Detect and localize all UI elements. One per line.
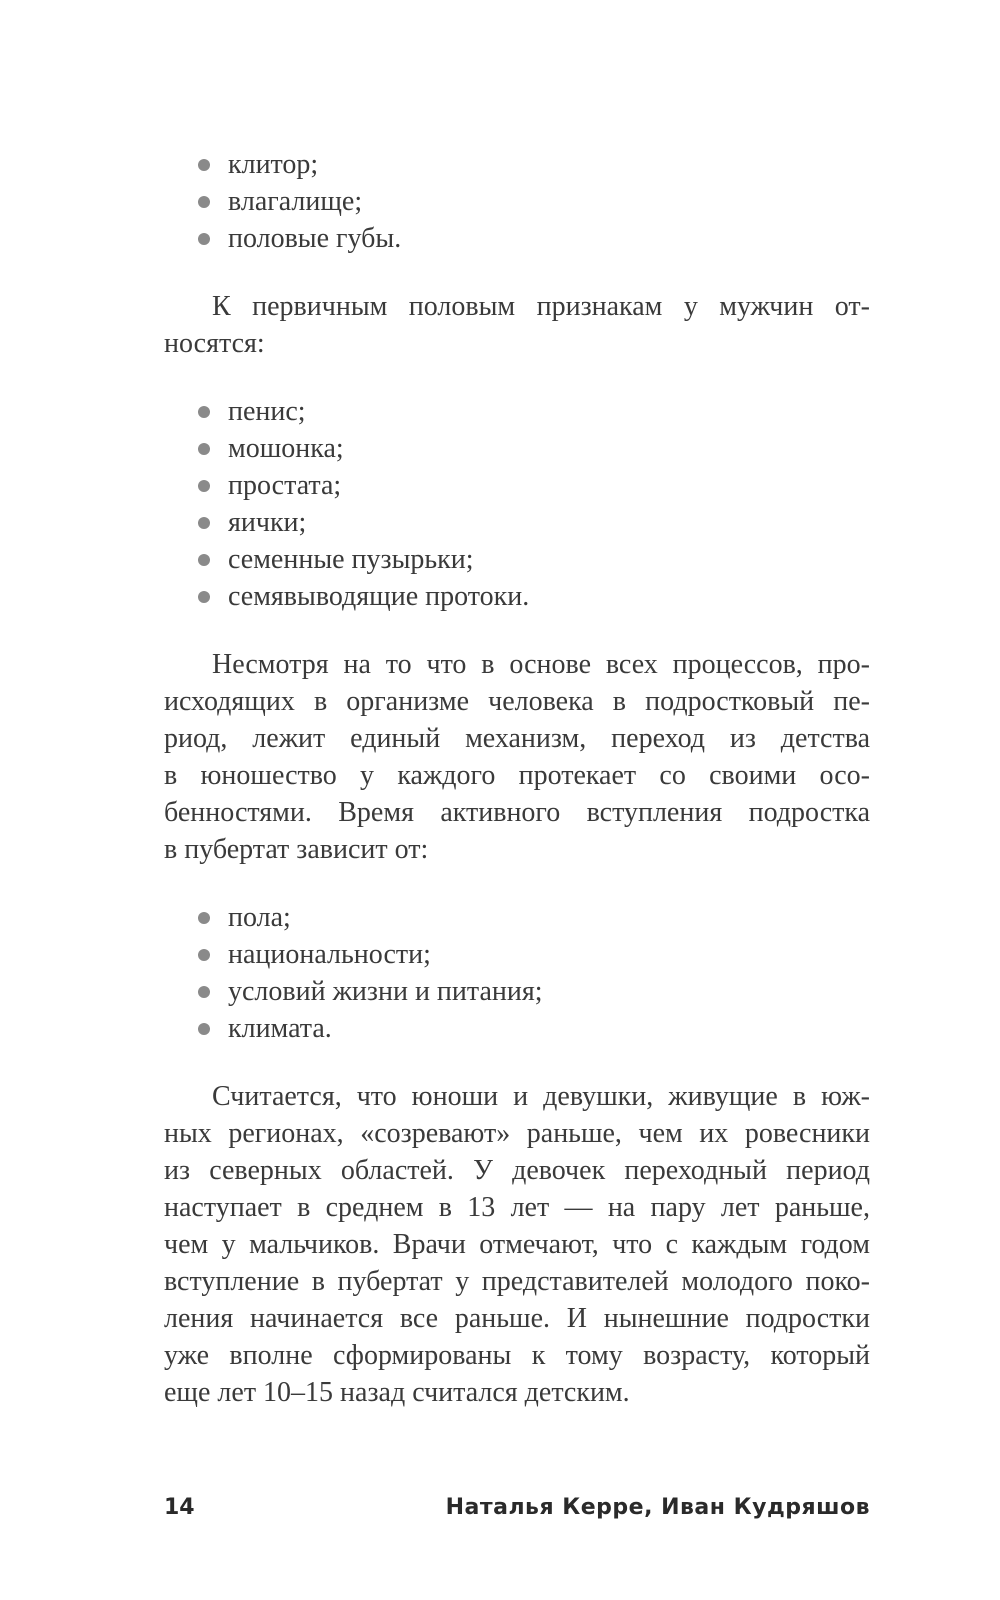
paragraph-male-signs — [164, 288, 870, 362]
bullet-icon — [198, 233, 210, 245]
page-footer — [164, 1495, 870, 1531]
text-line: бенностями. Время активного вступления подростка — [164, 797, 870, 828]
bullet-icon — [198, 517, 210, 529]
bullet-icon — [198, 406, 210, 418]
list-item: климата. — [164, 1010, 870, 1047]
list-item: клитор; — [164, 146, 870, 183]
list-item: яички; — [164, 504, 870, 541]
text-line: Считается, что юноши и девушки, живущие в юж- — [212, 1081, 870, 1112]
text-line: чем у мальчиков. Врачи отмечают, что с каждым годом — [164, 1229, 870, 1260]
bullet-icon — [198, 986, 210, 998]
bullet-list-male-organs — [164, 393, 870, 615]
bullet-list-female-organs — [164, 146, 870, 257]
bullet-icon — [198, 554, 210, 566]
list-item: простата; — [164, 467, 870, 504]
list-item: семявыводящие протоки. — [164, 578, 870, 615]
bullet-icon — [198, 159, 210, 171]
text-line: носятся: — [164, 328, 265, 359]
list-item: пола; — [164, 899, 870, 936]
text-line: К первичным половым признакам у мужчин от- — [212, 291, 870, 322]
list-item: влагалище; — [164, 183, 870, 220]
text-line: ления начинается все раньше. И нынешние подростки — [164, 1303, 870, 1334]
bullet-list-factors — [164, 899, 870, 1047]
bullet-icon — [198, 443, 210, 455]
bullet-icon — [198, 480, 210, 492]
list-item: мошонка; — [164, 430, 870, 467]
text-line: вступление в пубертат у представителей молодого поко- — [164, 1266, 870, 1297]
list-item: пенис; — [164, 393, 870, 430]
list-item: условий жизни и питания; — [164, 973, 870, 1010]
text-column — [164, 146, 870, 1411]
bullet-icon — [198, 1023, 210, 1035]
text-line: ных регионах, «созревают» раньше, чем их ровесники — [164, 1118, 870, 1149]
text-line: исходящих в организме человека в подростковый пе- — [164, 686, 870, 717]
text-line: из северных областей. У девочек переходный период — [164, 1155, 870, 1186]
paragraph-puberty-factors — [164, 646, 870, 868]
text-line: наступает в среднем в 13 лет — на пару лет раньше, — [164, 1192, 870, 1223]
bullet-icon — [198, 196, 210, 208]
paragraph-regions — [164, 1078, 870, 1411]
bullet-icon — [198, 591, 210, 603]
text-line: в юношество у каждого протекает со своими осо- — [164, 760, 870, 791]
bullet-icon — [198, 949, 210, 961]
page-number: 14 — [164, 1495, 195, 1520]
text-line: еще лет 10–15 назад считался детским. — [164, 1377, 630, 1408]
running-footer-authors: Наталья Керре, Иван Кудряшов — [445, 1495, 870, 1520]
text-line: уже вполне сформированы к тому возрасту, который — [164, 1340, 870, 1371]
bullet-icon — [198, 912, 210, 924]
text-line: в пубертат зависит от: — [164, 834, 429, 865]
list-item: национальности; — [164, 936, 870, 973]
list-item: половые губы. — [164, 220, 870, 257]
text-line: Несмотря на то что в основе всех процессов, про- — [212, 649, 870, 680]
text-line: риод, лежит единый механизм, переход из детства — [164, 723, 870, 754]
list-item: семенные пузырьки; — [164, 541, 870, 578]
